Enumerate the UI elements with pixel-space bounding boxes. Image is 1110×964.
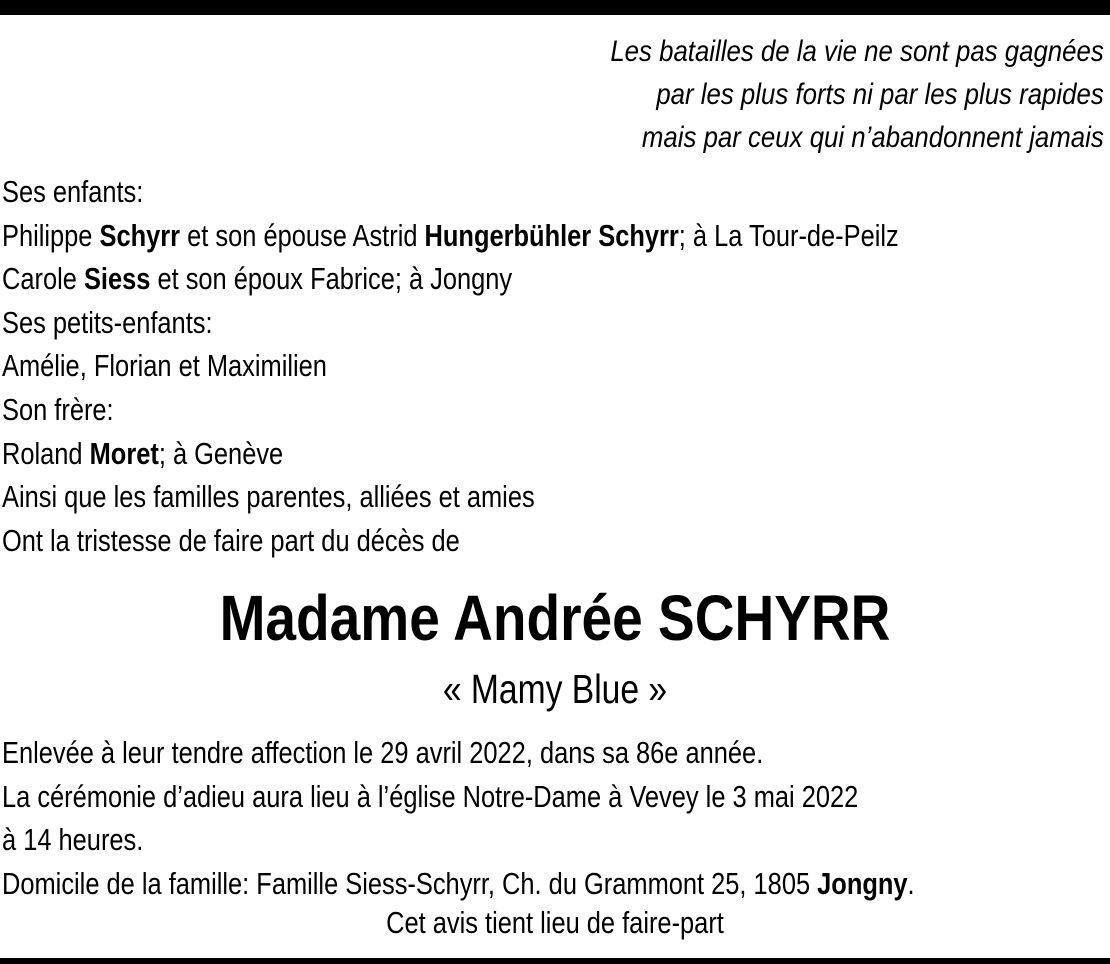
bottom-rule — [0, 958, 1110, 964]
domicile-town: Jongny — [817, 865, 908, 901]
children-heading: Ses enfants: — [2, 174, 144, 209]
brother-heading: Son frère: — [2, 391, 114, 427]
quote-line-3: mais par ceux qui n’abandonnent jamais — [642, 121, 1104, 154]
domicile-prefix: Domicile de la famille: Famille Siess-Schyrr, Ch. du Grammont 25, 1805 — [2, 865, 818, 901]
quote-line-2: par les plus forts ni par les plus rapides — [656, 78, 1104, 111]
others-line: Ainsi que les familles parentes, alliées et amies — [2, 479, 535, 515]
top-rule — [0, 0, 1110, 15]
grandchildren: Amélie, Florian et Maximilien — [2, 348, 327, 384]
child-1-last: Schyrr — [99, 217, 181, 253]
deceased-nickname: « Mamy Blue » — [442, 666, 668, 712]
details-line-3: à 14 heures. — [2, 822, 144, 857]
child-2-rest: et son époux Fabrice; à Jongny — [150, 261, 513, 297]
child-2-last: Siess — [83, 261, 151, 297]
child-1 — [2, 214, 899, 258]
domicile-end: . — [907, 865, 915, 901]
deceased-name: Madame Andrée SCHYRR — [219, 582, 891, 654]
announce-line: Ont la tristesse de faire part du décès de — [2, 522, 460, 558]
brother-last: Moret — [89, 435, 159, 471]
quote-line-1: Les batailles de la vie ne sont pas gagnées — [610, 35, 1104, 68]
brother-first: Roland — [2, 435, 90, 471]
epigraph-quote — [611, 30, 1104, 159]
child-1-first: Philippe — [2, 217, 100, 253]
child-1-place: ; à La Tour-de-Peilz — [678, 217, 899, 253]
brother-place: ; à Genève — [158, 435, 284, 471]
child-2 — [2, 257, 899, 301]
child-1-mid: et son épouse Astrid — [180, 217, 425, 253]
domicile-line — [2, 862, 915, 906]
brother — [2, 432, 899, 476]
family-list — [2, 170, 899, 562]
closing-line: Cet avis tient lieu de faire-part — [386, 905, 724, 940]
details-block — [2, 731, 915, 905]
details-line-2: La cérémonie d’adieu aura lieu à l’église Notre-Dame à Vevey le 3 mai 2022 — [2, 778, 859, 814]
details-line-1: Enlevée à leur tendre affection le 29 avril 2022, dans sa 86e année. — [2, 735, 764, 770]
child-1-spouse-last: Hungerbühler Schyrr — [424, 217, 679, 253]
grandchildren-heading: Ses petits-enfants: — [2, 304, 213, 340]
child-2-first: Carole — [2, 261, 84, 297]
